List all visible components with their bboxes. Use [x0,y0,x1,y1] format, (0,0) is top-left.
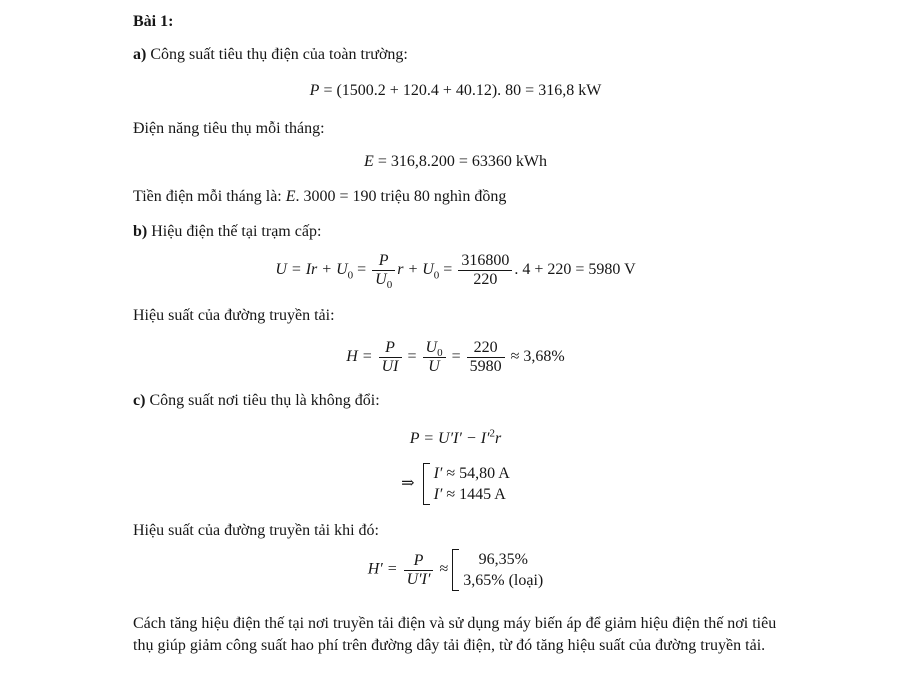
efficiency-p2: = [403,348,421,366]
current-row1-var: I′ [433,465,443,482]
efficiency-frac2-num-var: U [425,339,438,356]
voltage-p3-sub: 0 [433,269,440,282]
electricity-cost-line [133,187,778,206]
efficiency-prime-frac-num: P [413,551,424,569]
part-a-text: Công suất tiêu thụ điện của toàn trường: [146,46,408,63]
formula-station-voltage [133,252,778,292]
formula-efficiency-prime [133,549,778,591]
efficiency-frac2-num-sub: 0 [437,347,443,360]
efficiency-frac1-den: UI [379,357,402,376]
efficiency-frac2-den: U [423,357,446,376]
efficiency-prime-fraction [404,552,434,589]
efficiency-prime-p1: H′ = [367,560,402,578]
consumer-power-sup: 2 [489,427,496,440]
efficiency-p1: H = [346,348,377,366]
formula-efficiency [133,339,778,376]
efficiency-when-line: Hiệu suất của đường truyền tải khi đó: [133,522,379,539]
current-row2-rest: ≈ 1445 A [442,486,506,503]
formula-energy [133,152,778,172]
cost-prefix: Tiền điện mỗi tháng là: [133,188,286,205]
efficiency-prime-row-1: 96,35% [478,551,528,568]
problem-title: Bài 1: [133,13,174,30]
formula-consumer-power [133,429,778,449]
conclusion-paragraph: Cách tăng hiệu điện thế tại nơi truyền tải điện và sử dụng máy biến áp để giảm hiệu điện thế nơi tiêu thụ giúp giảm công suất hao phí trên đường dây tải điện, từ đó tăng hiệu suất của đường truyền tải. [133,615,777,654]
voltage-frac2-num: 316800 [461,252,510,269]
cost-suffix: triệu 80 nghìn đồng [376,188,507,205]
current-solution-system [133,463,778,505]
efficiency-prime-cases [452,549,543,591]
cost-var: E [285,188,296,205]
voltage-p1: U = Ir + U [275,261,348,279]
formula-total-power [133,81,778,101]
part-c-heading [133,391,778,410]
efficiency-line: Hiệu suất của đường truyền tải: [133,307,335,324]
formula-energy-rest: = 316,8.200 = 63360 kWh [373,153,547,170]
voltage-frac1-den-sub: 0 [386,279,393,292]
voltage-p1-sub: 0 [347,269,354,282]
part-c-label: c) [133,392,146,409]
energy-consumption-line: Điện năng tiêu thụ mỗi tháng: [133,120,325,137]
voltage-p3: r + U [397,261,434,279]
efficiency-frac3-den: 5980 [467,357,505,376]
voltage-frac1-den [372,270,395,292]
left-bracket [423,463,430,505]
voltage-fraction-2 [458,252,512,289]
implies-arrow: ⇒ [401,474,415,492]
part-b-label: b) [133,223,148,240]
formula-energy-var: E [364,153,374,170]
consumer-power-p1: P = U′I′ − I′ [409,430,490,447]
efficiency-frac2-num [423,339,446,360]
current-row-2 [434,484,510,505]
voltage-p5: . 4 + 220 = 5980 V [514,261,636,279]
part-a-heading [133,45,778,64]
voltage-frac1-num: P [378,252,389,269]
efficiency-prime-p2: ≈ [435,560,453,578]
efficiency-prime-frac-den: U′I′ [404,570,434,589]
part-c-text: Công suất nơi tiêu thụ là không đổi: [145,392,380,409]
efficiency-prime-row-2: 3,65% (loại) [463,572,544,589]
current-cases [423,463,510,505]
current-row1-rest: ≈ 54,80 A [442,465,510,482]
part-b-text: Hiệu điện thế tại trạm cấp: [147,223,322,240]
formula-total-power-var: P [309,82,320,99]
efficiency-p3: = [447,348,465,366]
cost-math: . 3000 = 190 [295,188,377,205]
efficiency-p4: ≈ 3,68% [506,348,565,366]
left-bracket [452,549,459,591]
current-row-1 [434,463,510,484]
efficiency-fraction-1 [379,339,402,376]
efficiency-fraction-2 [423,339,446,376]
efficiency-frac1-num: P [385,339,395,356]
voltage-p4: = [439,261,457,279]
efficiency-fraction-3 [467,339,505,376]
formula-total-power-rest: = (1500.2 + 120.4 + 40.12). 80 = 316,8 kW [319,82,602,99]
part-b-heading [133,222,778,241]
consumer-power-p2: r [495,430,502,447]
voltage-frac2-den: 220 [458,270,512,289]
voltage-fraction-1 [372,252,395,292]
voltage-frac1-den-var: U [375,271,387,288]
part-a-label: a) [133,46,147,63]
efficiency-frac3-num: 220 [473,339,498,356]
voltage-p2: = [353,261,371,279]
current-row2-var: I′ [433,486,443,503]
current-rows [430,463,510,505]
efficiency-prime-rows [459,549,543,591]
